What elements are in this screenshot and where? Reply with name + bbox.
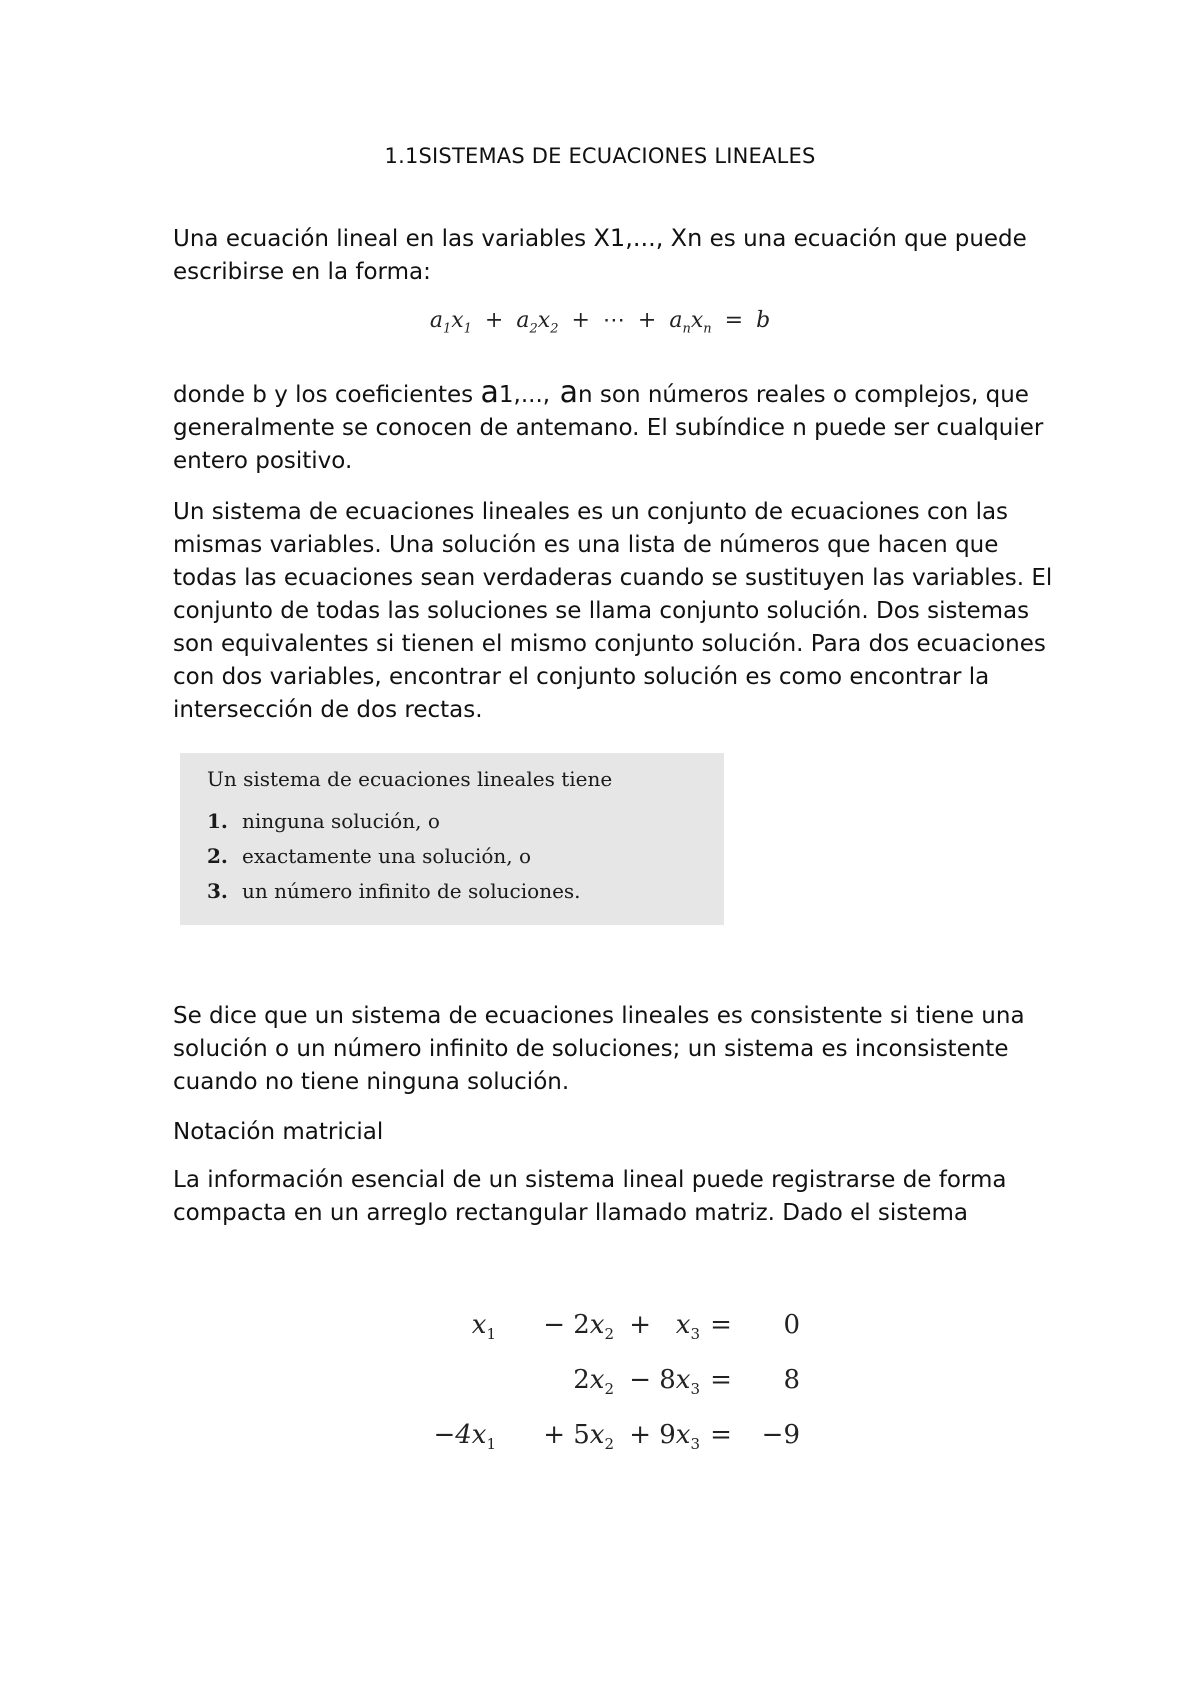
row-term-3: + $x_3$ <box>620 1310 700 1344</box>
eq-subscript: 1 <box>463 321 472 337</box>
row-term-1: $-4x_1$ <box>433 1420 496 1454</box>
row-term-2: $2x_2$ <box>573 1365 614 1399</box>
eq-operator: + <box>484 308 504 333</box>
box-list-item <box>207 844 531 868</box>
row-term-3: + $9x_3$ <box>629 1420 700 1454</box>
coefficients-paragraph <box>173 375 1053 478</box>
row-equals: = <box>710 1365 732 1395</box>
row-rhs: 8 <box>783 1365 800 1395</box>
eq-term: a <box>429 308 443 333</box>
matrix-paragraph: La información esencial de un sistema lineal puede registrarse de forma compacta en un arreglo rectangular llamado matriz. Dado el sistema <box>173 1167 1007 1226</box>
item-number: 2. <box>207 844 228 868</box>
variable-xn: Xn <box>670 224 703 252</box>
item-text: exactamente una solución, o <box>242 844 532 868</box>
intro-text-2: es una ecuación que puede escribirse en la forma: <box>173 226 1027 285</box>
eq-term: x <box>690 308 704 333</box>
eq-operator: + <box>571 308 590 333</box>
solutions-summary-box <box>180 753 724 925</box>
item-number: 3. <box>207 879 228 903</box>
row-term-1: $x_1$ <box>471 1310 496 1344</box>
coef-a1: a <box>480 375 499 410</box>
item-text: un número infinito de soluciones. <box>242 879 581 903</box>
row-rhs: −9 <box>761 1420 800 1450</box>
row-equals: = <box>710 1310 732 1340</box>
intro-paragraph <box>173 222 1053 289</box>
row-term-3: − $8x_3$ <box>629 1365 700 1399</box>
row-rhs: 0 <box>783 1310 800 1340</box>
eq-term: a <box>669 308 683 333</box>
eq-term: a <box>516 308 530 333</box>
page-title: 1.1SISTEMAS DE ECUACIONES LINEALES <box>384 144 816 168</box>
coef-text-2: 1,..., <box>498 382 551 408</box>
eq-equals: = <box>724 308 744 333</box>
row-equals: = <box>710 1420 732 1450</box>
system-row <box>414 1310 800 1343</box>
consistency-paragraph: Se dice que un sistema de ecuaciones lineales es consistente si tiene una solución o un número infinito de soluciones; un sistema es inconsistente cuando no tiene ninguna solución. <box>173 1003 1025 1095</box>
section-heading-matrix-notation: Notación matricial <box>173 1119 384 1145</box>
linear-equation-formula <box>0 308 1200 336</box>
eq-subscript: 2 <box>529 321 538 337</box>
eq-subscript: n <box>682 321 691 337</box>
system-row <box>414 1365 800 1398</box>
coef-an: a <box>550 375 578 410</box>
coef-text-1: donde b y los coeficientes <box>173 382 481 408</box>
row-term-2: + $5x_2$ <box>543 1420 614 1454</box>
eq-subscript: 1 <box>442 321 452 337</box>
eq-term: x <box>451 308 464 333</box>
eq-subscript: 2 <box>550 321 559 337</box>
system-row <box>414 1420 800 1453</box>
coef-text-3: n son números reales o complejos, que generalmente se conocen de antemano. El subíndice n puede ser cualquier entero positivo. <box>173 382 1044 474</box>
intro-text-1: Una ecuación lineal en las variables <box>173 226 594 252</box>
eq-rhs: b <box>756 308 771 333</box>
box-title: Un sistema de ecuaciones lineales tiene <box>207 767 613 791</box>
variable-x1: X1,..., <box>593 224 664 252</box>
eq-ellipsis: ⋯ <box>602 308 625 333</box>
intro-space <box>663 226 670 252</box>
item-text: ninguna solución, o <box>242 809 440 833</box>
system-definition-paragraph: Un sistema de ecuaciones lineales es un conjunto de ecuaciones con las mismas variables. Una solución es una lista de números que hacen que todas las ecuaciones sean verdaderas cuando se sustituyen las variables. El conjunto de todas las soluciones se llama conjunto solución. Dos sistemas son equivalentes si tienen el mismo conjunto solución. Para dos ecuaciones con dos variables, encontrar el conjunto solución es como encontrar la intersección de dos rectas. <box>173 499 1053 723</box>
eq-term: x <box>537 308 551 333</box>
item-number: 1. <box>207 809 228 833</box>
row-term-2: − $2x_2$ <box>543 1310 614 1344</box>
box-list-item <box>207 879 581 903</box>
eq-subscript: n <box>703 321 712 337</box>
box-list-item <box>207 809 440 833</box>
eq-operator: + <box>637 308 657 333</box>
